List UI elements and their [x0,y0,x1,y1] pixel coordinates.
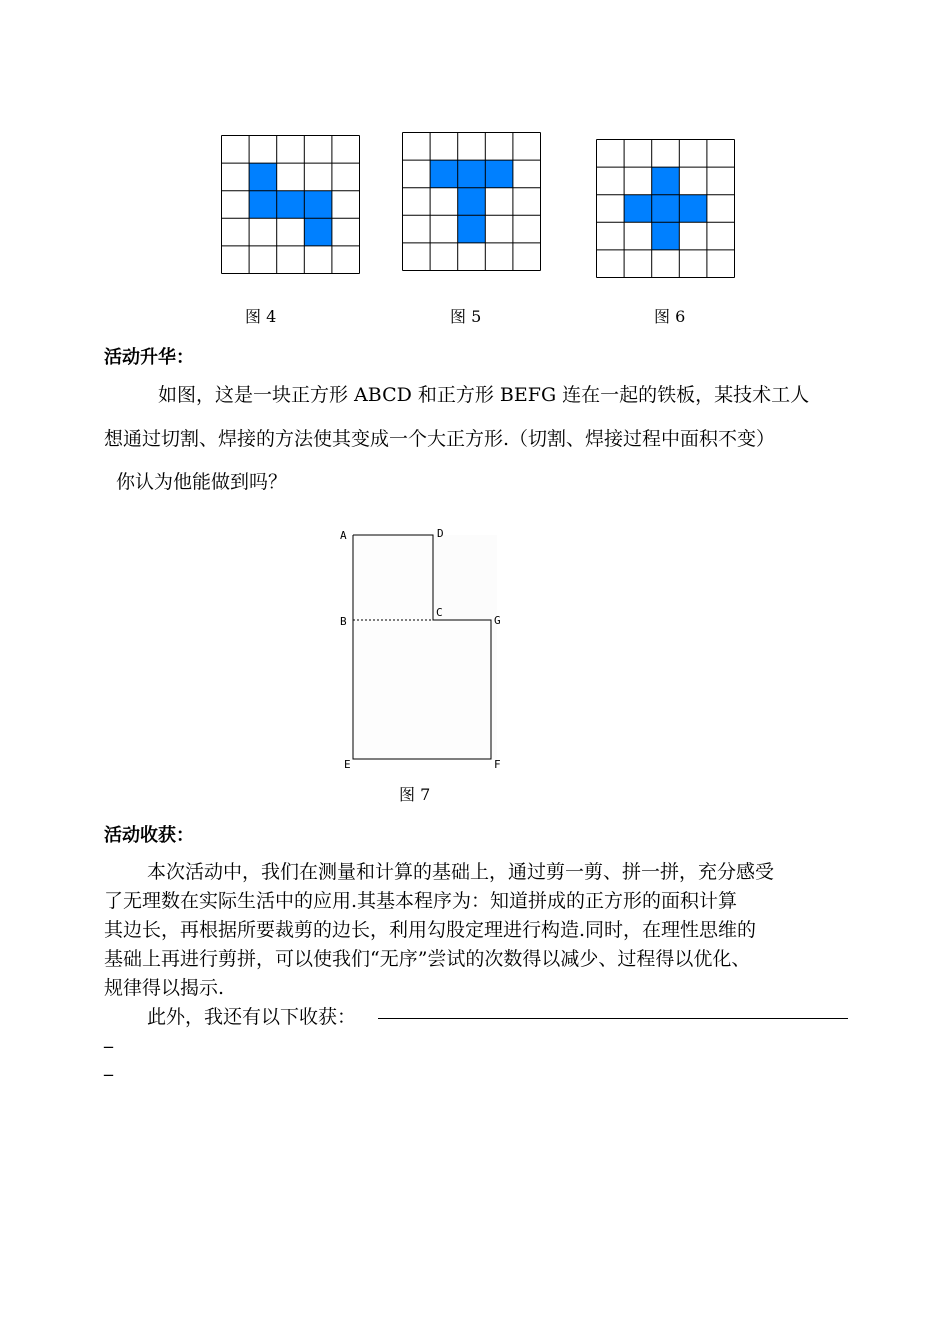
answer-blank-dash: _ [104,1028,113,1049]
paragraph-line: 规律得以揭示. [104,977,225,999]
figure-7-caption: 图 7 [399,785,431,804]
filled-cell [304,218,332,246]
paragraph-line: 了无理数在实际生活中的应用.其基本程序为：知道拼成的正方形的面积计算 [104,890,738,912]
figure-7-svg [330,520,510,780]
filled-cell [458,215,486,243]
figure-7-diagram [330,520,510,784]
figure-5-caption: 图 5 [450,307,482,326]
paragraph-line: 其边长，再根据所要裁剪的边长，利用勾股定理进行构造.同时，在理性思维的 [104,919,757,941]
filled-cell [652,167,680,195]
paragraph-line: 基础上再进行剪拼，可以使我们“无序”尝试的次数得以减少、过程得以优化、 [104,948,751,970]
figure-4-caption: 图 4 [245,307,277,326]
paragraph-line: 想通过切割、焊接的方法使其变成一个大正方形.（切割、焊接过程中面积不变） [104,428,776,450]
filled-cell [458,188,486,216]
label-e: E [344,758,351,771]
label-c: C [436,606,443,619]
section-heading-sublimation: 活动升华： [104,347,194,368]
paragraph-line: 如图，这是一块正方形 ABCD 和正方形 BEFG 连在一起的铁板，某技术工人 [158,384,810,406]
answer-blank-line[interactable] [378,1018,848,1019]
section-heading-harvest: 活动收获： [104,825,194,846]
grid-figure-4 [221,135,361,275]
label-d: D [437,527,444,540]
label-a: A [340,529,347,542]
filled-cell [430,160,458,188]
paragraph-line: 本次活动中，我们在测量和计算的基础上，通过剪一剪、拼一拼，充分感受 [147,861,775,883]
grid-figure-6 [596,139,736,279]
grid-4-svg [221,135,361,275]
grid-5-svg [402,132,542,272]
label-f: F [494,758,501,771]
filled-cell [277,191,305,219]
label-g: G [494,614,501,627]
filled-cell [249,191,277,219]
grid-6-svg [596,139,736,279]
grid-figure-5 [402,132,542,272]
extra-harvest-prompt: 此外，我还有以下收获： [147,1006,357,1028]
filled-cell [652,195,680,223]
filled-cell [485,160,513,188]
filled-cell [249,163,277,191]
answer-blank-dash: _ [104,1056,113,1077]
paragraph-line: 你认为他能做到吗？ [116,471,288,493]
filled-cell [652,222,680,250]
filled-cell [624,195,652,223]
figure-6-caption: 图 6 [654,307,686,326]
filled-cell [458,160,486,188]
filled-cell [304,191,332,219]
label-b: B [340,615,347,628]
filled-cell [679,195,707,223]
